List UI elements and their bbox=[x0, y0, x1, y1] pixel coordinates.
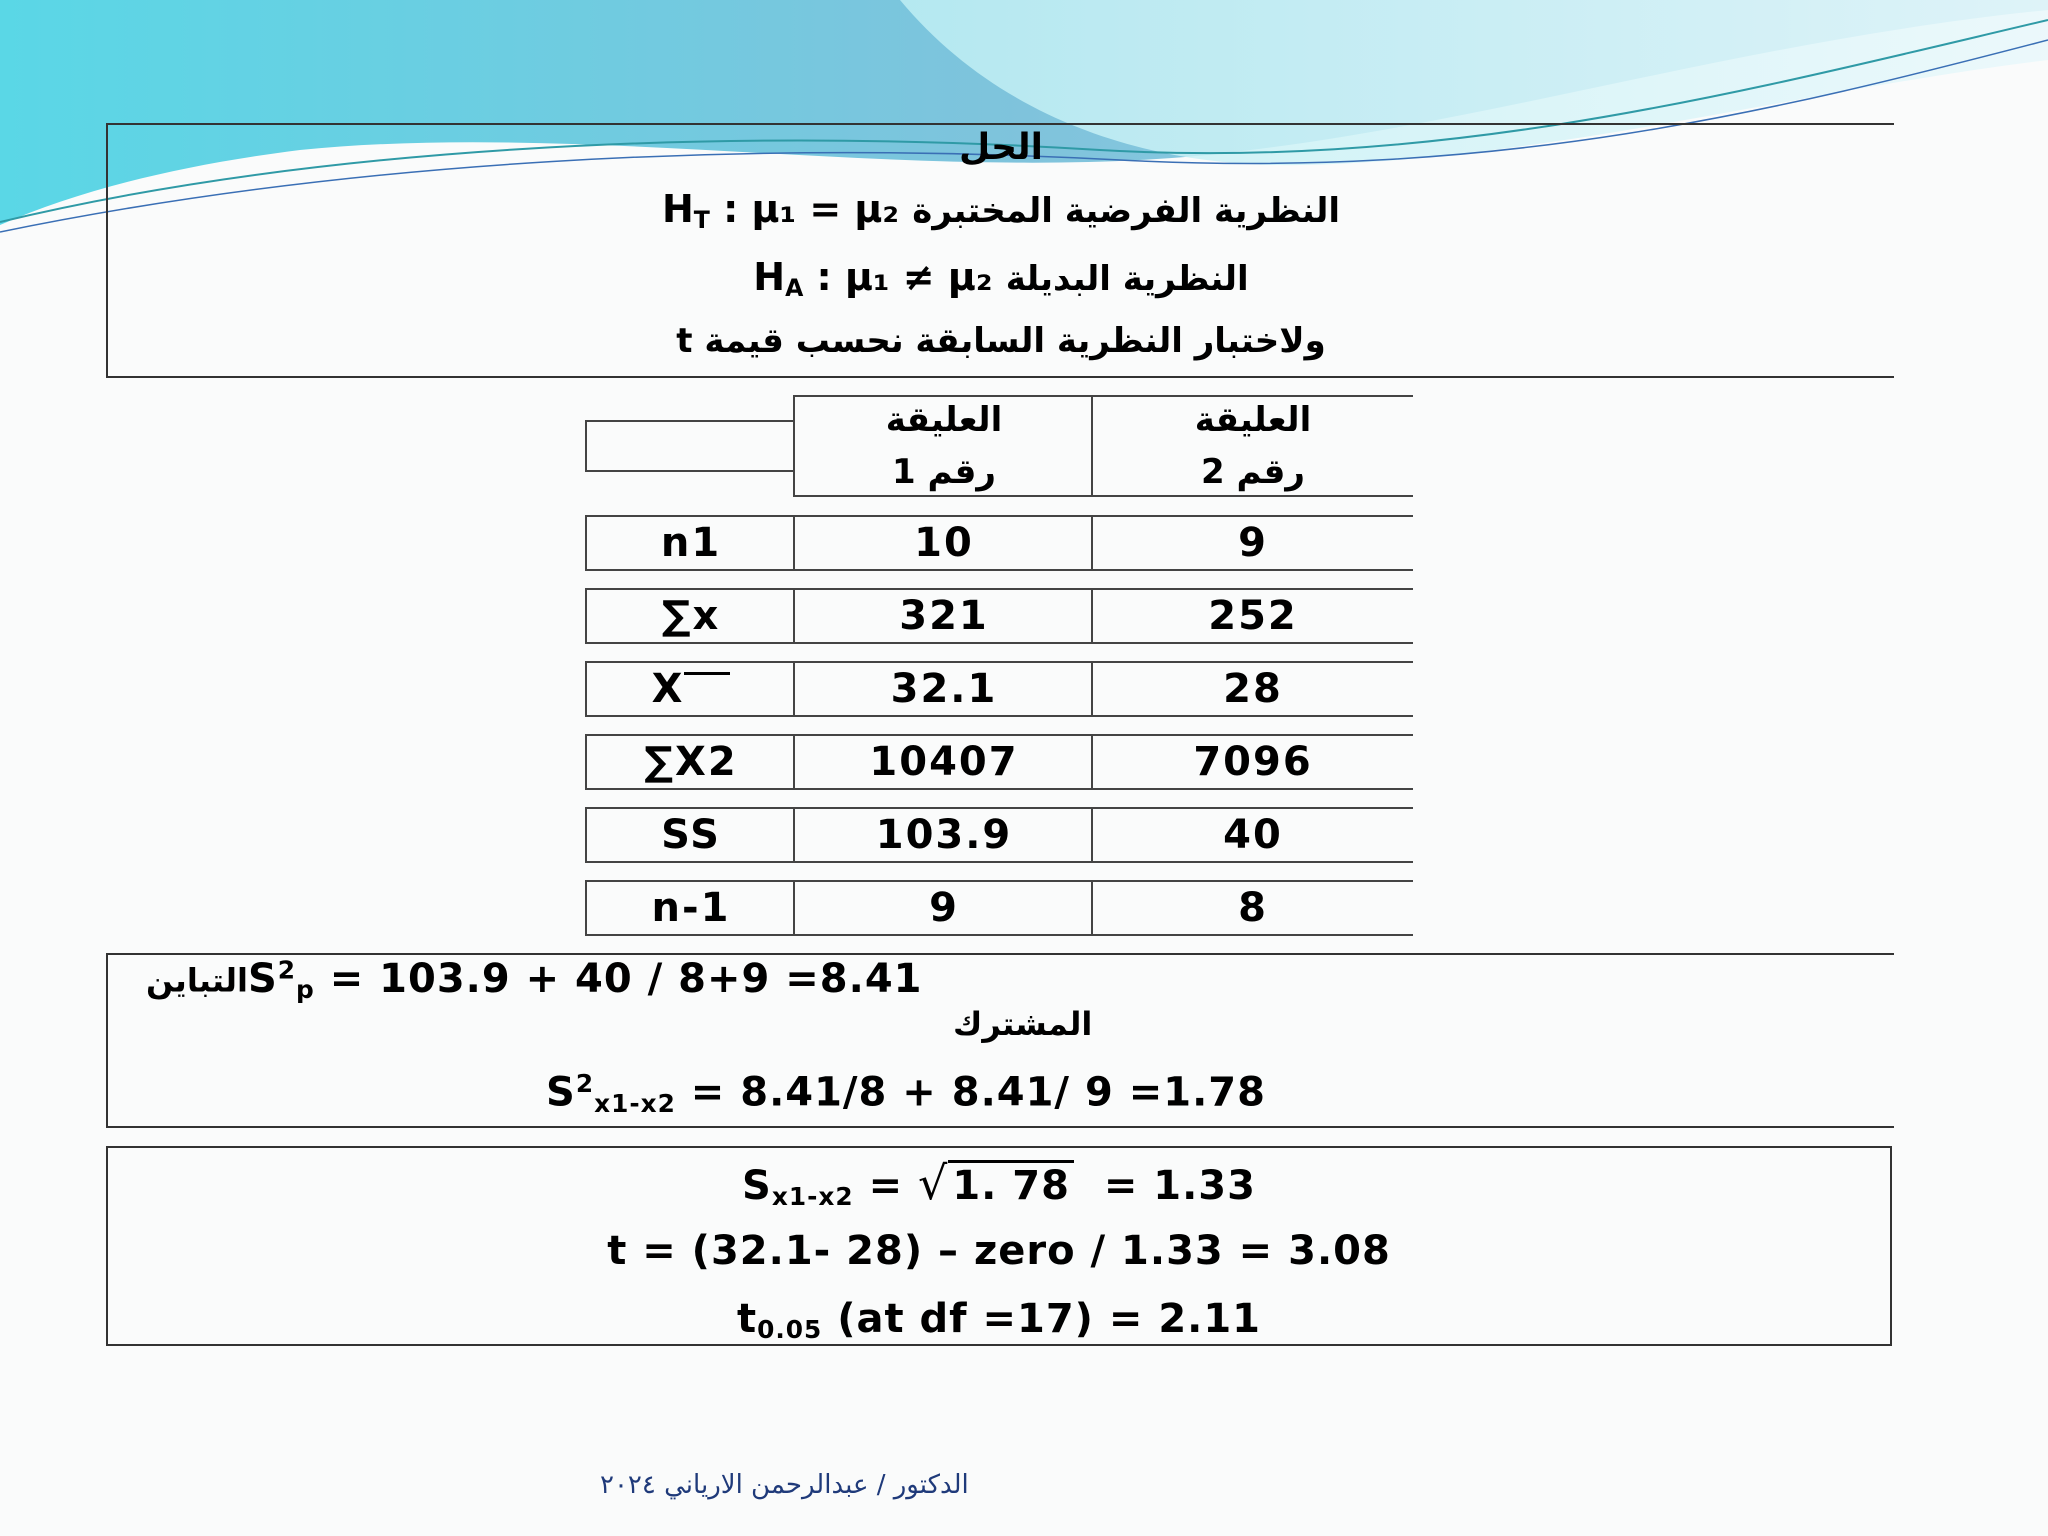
alt-hypothesis-formula: $H_A$ : μ₁ ≠ μ₂ bbox=[753, 255, 1006, 302]
xbar-overline bbox=[684, 672, 730, 675]
pooled-variance-label-2: المشترك bbox=[953, 1005, 1093, 1043]
table-row-label: n-1 bbox=[585, 880, 795, 936]
hypotheses-box bbox=[106, 123, 1894, 378]
table-cell: 32.1 bbox=[793, 661, 1093, 717]
alt-hypothesis-line bbox=[108, 255, 1894, 302]
t-statistic-line: t = (32.1- 28) – zero / 1.33 = 3.08 bbox=[607, 1228, 1391, 1274]
table-cell: 10407 bbox=[793, 734, 1093, 790]
pooled-variance-label-1: التباين bbox=[146, 961, 248, 1000]
solution-title: الحل bbox=[959, 127, 1043, 168]
table-header-feed-1: العليقة رقم 1 bbox=[793, 395, 1093, 497]
table-cell: 10 bbox=[793, 515, 1093, 571]
table-cell: 103.9 bbox=[793, 807, 1093, 863]
difference-variance-line: $S^2_{x1-x2} = 8.41/8 + 8.41/$ 9 =1.78 bbox=[546, 1069, 1266, 1118]
table-row-label: ∑X2 bbox=[585, 734, 795, 790]
table-row-label: ∑x bbox=[585, 588, 795, 644]
table-cell: 7096 bbox=[1091, 734, 1413, 790]
null-hypothesis-label: النظرية الفرضية المختبرة bbox=[912, 191, 1340, 231]
test-variable: t bbox=[676, 321, 693, 361]
table-cell: 28 bbox=[1091, 661, 1413, 717]
table-row-label bbox=[585, 661, 795, 717]
sqrt-value: 1. 78 bbox=[948, 1160, 1074, 1209]
table-row-label: n1 bbox=[585, 515, 795, 571]
pooled-variance-box bbox=[106, 953, 1894, 1128]
test-statement-label: ولاختبار النظرية السابقة نحسب قيمة bbox=[704, 321, 1326, 361]
table-cell: 8 bbox=[1091, 880, 1413, 936]
table-cell: 40 bbox=[1091, 807, 1413, 863]
alt-hypothesis-label: النظرية البديلة bbox=[1005, 259, 1249, 299]
sqrt-icon: √ bbox=[918, 1156, 949, 1210]
table-header-feed-2: العليقة رقم 2 bbox=[1091, 395, 1413, 497]
pooled-variance-formula: $S^2_p = 103.9 + 40 / 8+9 =8.41$ bbox=[247, 955, 923, 1004]
table-header-empty bbox=[585, 420, 795, 472]
table-row-label: SS bbox=[585, 807, 795, 863]
results-box bbox=[106, 1146, 1892, 1346]
table-cell: 321 bbox=[793, 588, 1093, 644]
table-cell: 9 bbox=[793, 880, 1093, 936]
table-cell: 252 bbox=[1091, 588, 1413, 644]
standard-error-line: $S_{x1-x2}$ = √ 1. 78 = 1.33 bbox=[742, 1156, 1256, 1212]
test-statement-line bbox=[108, 321, 1894, 361]
author-footer: الدكتور / عبدالرحمن الارياني ٢٠٢٤ bbox=[600, 1470, 969, 1500]
t-critical-line: $t_{0.05}$ (at df =17) = 2.11 bbox=[736, 1296, 1262, 1345]
xbar-label: X bbox=[651, 666, 685, 712]
null-hypothesis-line bbox=[108, 187, 1894, 234]
pooled-variance-line bbox=[146, 955, 922, 1004]
null-hypothesis-formula: $H_T$ : μ₁ = μ₂ bbox=[661, 187, 913, 234]
table-cell: 9 bbox=[1091, 515, 1413, 571]
